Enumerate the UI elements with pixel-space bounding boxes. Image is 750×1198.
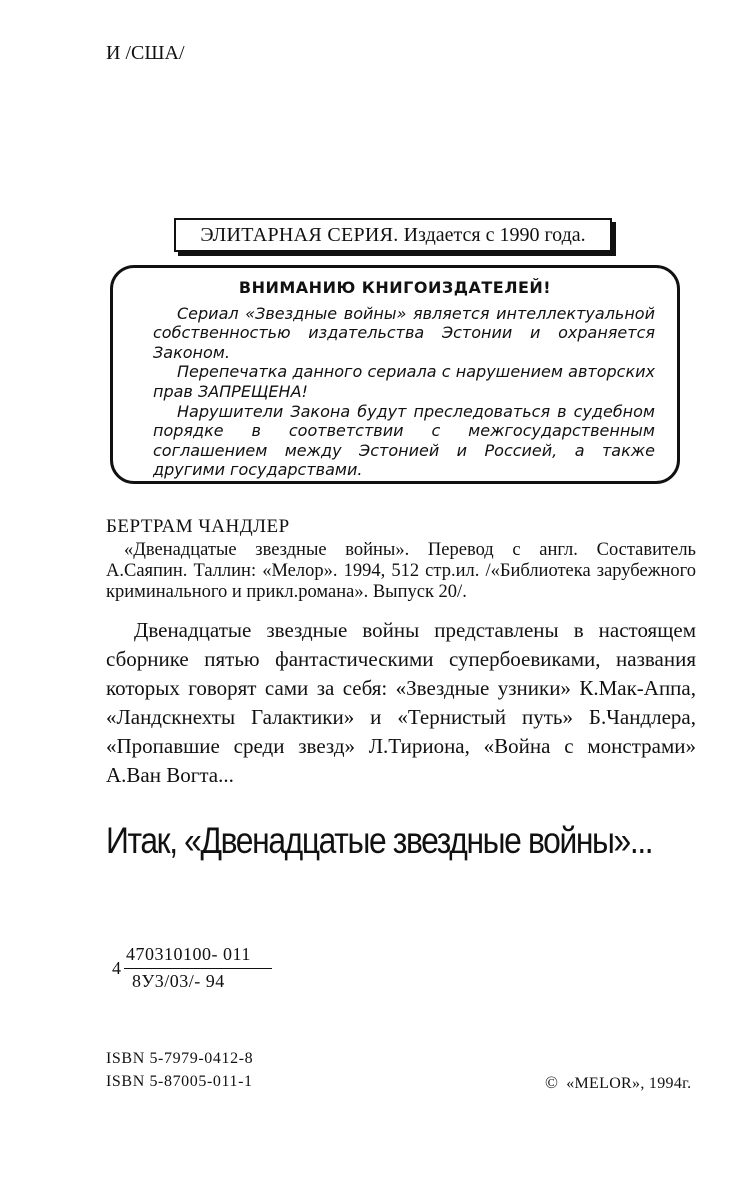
publisher-notice-box [110,265,680,484]
notice-paragraph-2 [153,362,655,401]
code-fraction-line [124,968,272,969]
code-numerator: 470310100- 011 [126,944,251,964]
series-since: Издается с 1990 года. [403,224,586,246]
series-box [174,218,612,252]
classification-code [112,944,272,992]
slogan: Итак, «Двенадцатые звездные войны»... [106,820,653,861]
isbn-1: ISBN 5-7979-0412-8 [106,1050,254,1067]
code-denominator: 8У3/03/- 94 [132,971,225,991]
notice-emphasis: ЗАПРЕЩЕНА! [197,381,308,401]
isbn-2: ISBN 5-87005-011-1 [106,1073,253,1090]
notice-text-1: Сериал «Звездные войны» является интеллектуальной собственностью издательства Эстонии и охраняется Законом. [153,303,655,362]
bibliographic-text: «Двенадцатые звездные войны». Перевод с англ. Составитель А.Саяпин. Таллин: «Мелор». 1994, 512 стр.ил. /«Библиотека зарубежного криминального и прикл.романа». Выпуск 20/. [106,540,696,602]
annotation-paragraph [106,616,696,790]
udk-code: И /США/ [106,42,185,64]
notice-text-2: Перепечатка данного сериала с нарушением авторских прав [153,362,655,401]
notice-paragraph-3 [153,402,655,480]
notice-text-3: Нарушители Закона будут преследоваться в судебном порядке в соответствии с межгосударственным соглашением между Эстонией и Россией, а также другими государствами. [153,401,655,480]
author-name: БЕРТРАМ ЧАНДЛЕР [106,516,290,537]
series-name: ЭЛИТАРНАЯ СЕРИЯ. [200,224,399,246]
code-lead-digit: 4 [112,958,121,978]
annotation-text: Двенадцатые звездные войны представлены в настоящем сборнике пятью фантастическими супербоевиками, названия которых говорят сами за себя: «Звездные узники» К.Мак-Аппа, «Ландскнехты Галактики» и «Тернистый путь» Б.Чандлера, «Пропавшие среди звезд» Л.Тириона, «Война с монстрами» А.Ван Вогта... [106,618,696,787]
copyright [545,1073,691,1093]
bibliographic-record [106,540,696,603]
notice-title: ВНИМАНИЮ КНИГОИЗДАТЕЛЕЙ! [238,278,552,297]
notice-paragraph-1 [153,304,655,363]
copyright-symbol: © [545,1073,559,1092]
copyright-text: «MELOR», 1994г. [566,1075,692,1092]
